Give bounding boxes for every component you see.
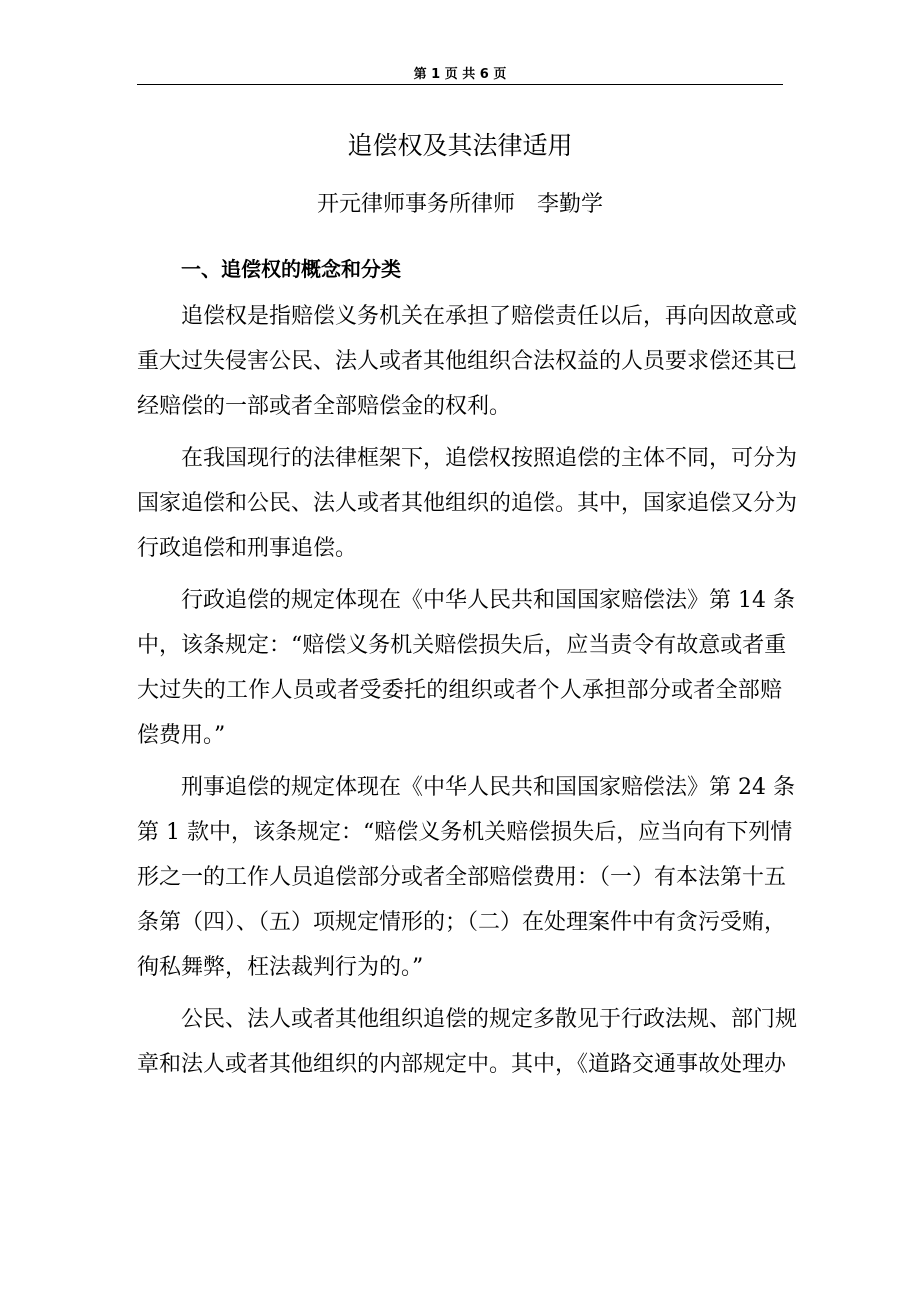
text-line: 中，该条规定：“赔偿义务机关赔偿损失后，应当责令有故意或者重 <box>137 633 787 658</box>
text-line: 公民、法人或者其他组织追偿的规定多散见于行政法规、部门规 <box>181 1007 798 1032</box>
text-line: 刑事追偿的规定体现在《中华人民共和国国家赔偿法》第 24 条 <box>181 775 795 800</box>
document-author: 开元律师事务所律师 李勤学 <box>316 192 603 217</box>
document-title: 追偿权及其法律适用 <box>347 131 573 160</box>
text-line: 偿费用。” <box>137 723 226 748</box>
text-line: 经赔偿的一部或者全部赔偿金的权利。 <box>137 394 512 419</box>
paragraph <box>137 436 798 571</box>
text-line: 形之一的工作人员追偿部分或者全部赔偿费用：（一）有本法第十五 <box>137 865 787 890</box>
paragraph <box>137 294 798 429</box>
text-line: 行政追偿和刑事追偿。 <box>137 536 358 561</box>
text-line: 追偿权是指赔偿义务机关在承担了赔偿责任以后，再向因故意或 <box>181 304 798 329</box>
body-text <box>137 294 798 1087</box>
text-line: 章和法人或者其他组织的内部规定中。其中，《道路交通事故处理办 <box>137 1052 787 1077</box>
text-line: 徇私舞弊，枉法裁判行为的。” <box>137 955 424 980</box>
text-line: 重大过失侵害公民、法人或者其他组织合法权益的人员要求偿还其已 <box>137 349 798 374</box>
page-header: 第 1 页 共 6 页 <box>413 67 507 82</box>
text-line: 行政追偿的规定体现在《中华人民共和国国家赔偿法》第 14 条 <box>181 588 795 613</box>
paragraph <box>137 765 795 990</box>
paragraph <box>137 578 795 758</box>
section-heading: 一、追偿权的概念和分类 <box>181 257 401 281</box>
text-line: 条第（四）、（五）项规定情形的；（二）在处理案件中有贪污受贿， <box>137 910 787 935</box>
text-line: 在我国现行的法律框架下，追偿权按照追偿的主体不同，可分为 <box>181 446 798 471</box>
header-divider <box>137 84 783 85</box>
text-line: 第 1 款中，该条规定：“赔偿义务机关赔偿损失后，应当向有下列情 <box>137 820 793 845</box>
text-line: 大过失的工作人员或者受委托的组织或者个人承担部分或者全部赔 <box>137 678 782 703</box>
text-line: 国家追偿和公民、法人或者其他组织的追偿。其中，国家追偿又分为 <box>137 491 798 516</box>
paragraph <box>137 997 798 1087</box>
